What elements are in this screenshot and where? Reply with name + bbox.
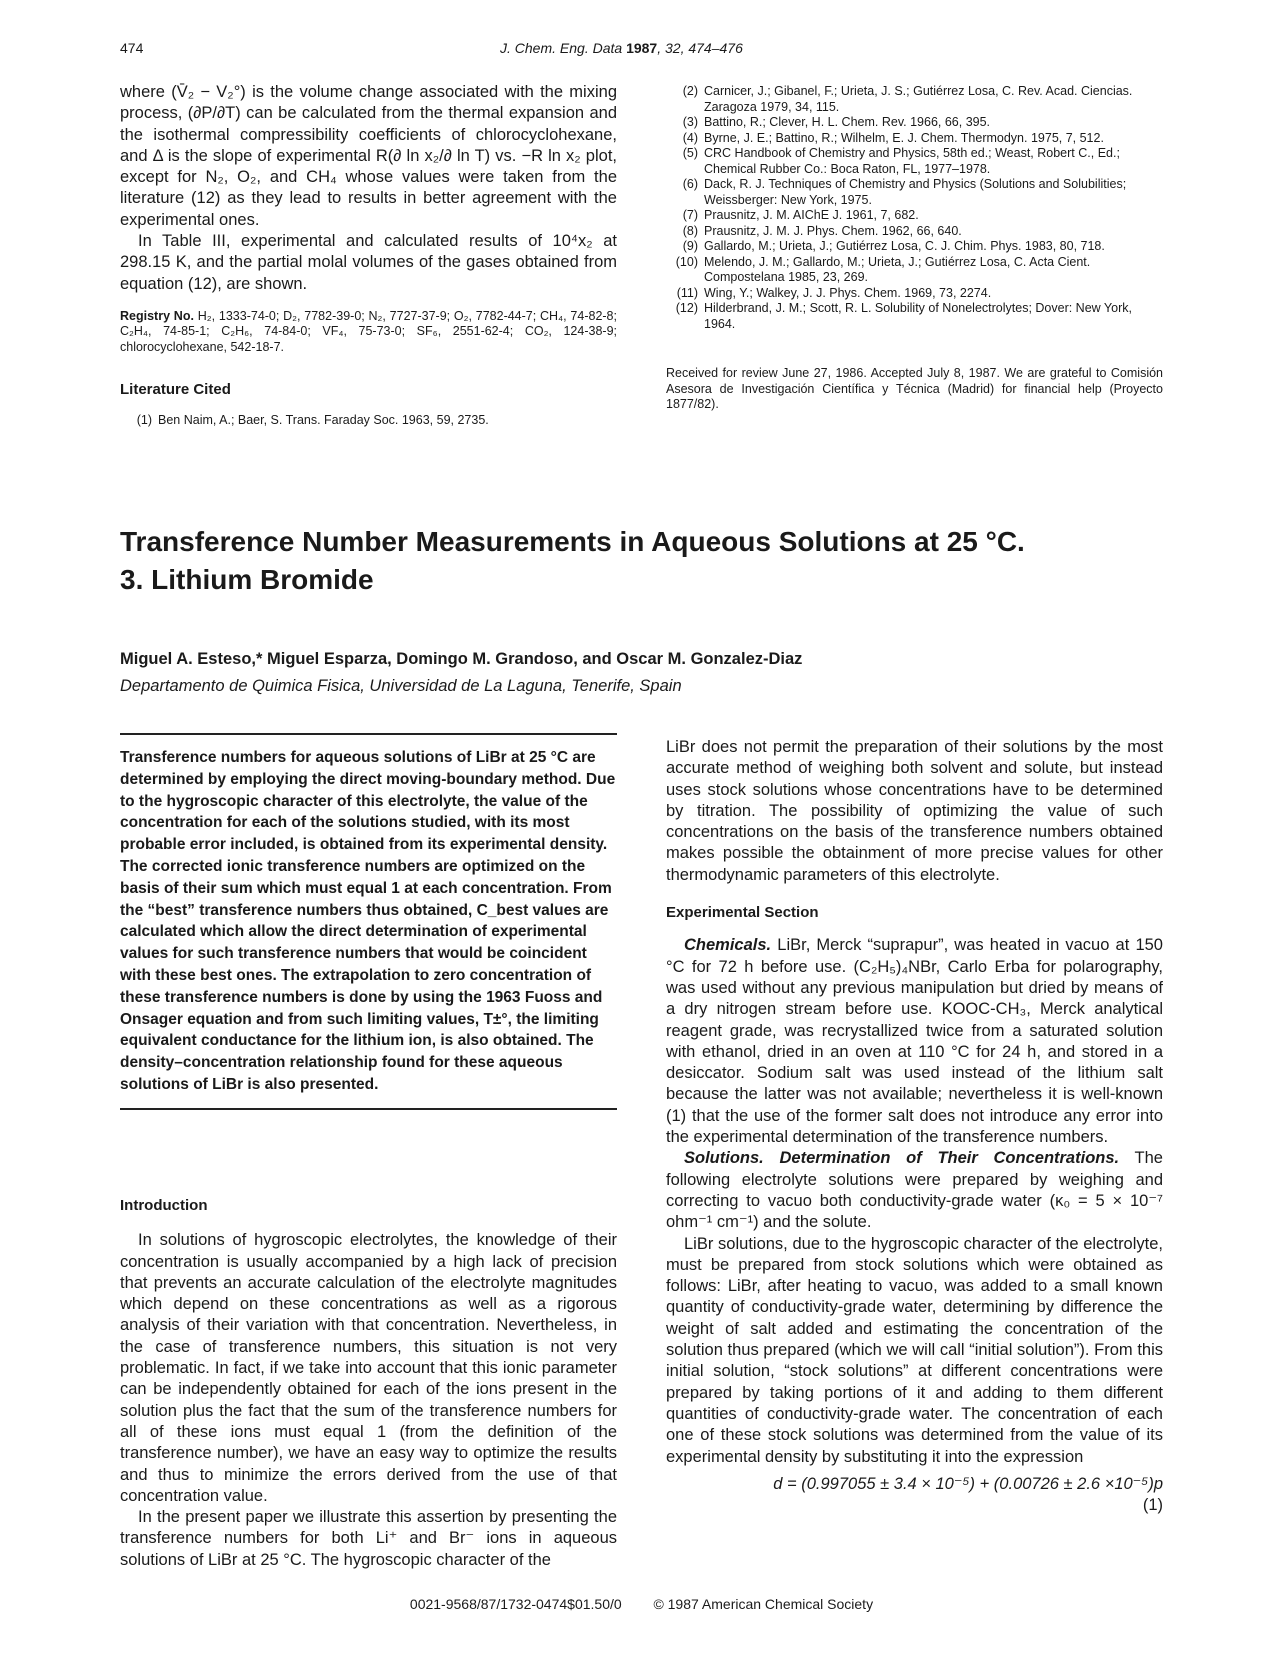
reference-list-right [666, 84, 1163, 332]
literature-cited-heading: Literature Cited [120, 381, 231, 399]
received-note: Received for review June 27, 1986. Accepted July 8, 1987. We are grateful to Comisión Asesora de Investigación Científica y Técnica (Madrid) for financial help (Proyecto 1877/82). [666, 366, 1163, 411]
reference-text: Prausnitz, J. M. AIChE J. 1961, 7, 682. [704, 208, 919, 222]
prev-article-right-column [666, 84, 1163, 413]
reference-number: (12) [675, 301, 698, 315]
prev-paragraph-2: In Table III, experimental and calculated results of 10⁴x₂ at 298.15 K, and the partial molal volumes of the gases obtained from equation (12), are shown. [120, 232, 617, 293]
reference-item [666, 115, 1163, 131]
reference-text: Wing, Y.; Walkey, J. J. Phys. Chem. 1969, 73, 2274. [704, 285, 992, 300]
article-title-line-2: 3. Lithium Bromide [120, 564, 374, 595]
chemicals-paragraph [666, 935, 1163, 1148]
reference-item [666, 131, 1163, 147]
article-right-column [666, 737, 1163, 1516]
solutions-paragraph [666, 1148, 1163, 1233]
reference-text: Prausnitz, J. M. J. Phys. Chem. 1962, 66, 640. [704, 223, 962, 238]
page-number: 474 [120, 40, 144, 56]
equation-text: d = (0.997055 ± 3.4 × 10⁻⁵) + (0.00726 ± 2.6 ×10⁻⁵)p [773, 1474, 1163, 1493]
reference-text: Ben Naim, A.; Baer, S. Trans. Faraday Soc. 1963, 59, 2735. [158, 412, 489, 427]
reference-item [666, 177, 1163, 208]
equation-number: (1) [1142, 1496, 1163, 1515]
introduction-section [120, 1195, 617, 1571]
prev-article-left-column [120, 82, 617, 428]
reference-number: (9) [682, 239, 698, 253]
affiliation: Departamento de Quimica Fisica, Universidad de La Laguna, Tenerife, Spain [120, 677, 682, 695]
reference-number: (4) [682, 130, 698, 145]
reference-number: (6) [682, 177, 698, 191]
solutions-paragraph-2: LiBr solutions, due to the hygroscopic character of the electrolyte, must be prepared from stock solutions which were obtained as follows: LiBr, after heating to vacuo, was added to a small known quantity of conductivity-grade water, determining by difference the weight of salt added and estimating the concentration of the solution thus prepared (which we will call “initial solution”). From this initial solution, “stock solutions” at different concentrations were prepared by taking portions of it and adding to them different quantities of conductivity-grade water. The concentration of each one of these stock solutions was determined from the value of its experimental density by substituting it into the expression [666, 1234, 1163, 1466]
registry-numbers [120, 309, 617, 356]
reference-item [666, 84, 1163, 115]
reference-item [666, 224, 1163, 240]
reference-item [666, 286, 1163, 302]
registry-text: H₂, 1333-74-0; D₂, 7782-39-0; N₂, 7727-37-9; O₂, 7782-44-7; CH₄, 74-82-8; C₂H₄, 74-85-1; C₂H₆, 74-84-0; VF₄, 75-73-0; SF₆, 2551-62-4; CO₂, 124-38-9; chlorocyclohexane, 542-18-7. [120, 308, 617, 354]
journal-year: 1987 [626, 40, 658, 56]
reference-item [120, 413, 617, 429]
prev-paragraph-1: where (V̄₂ − V₂°) is the volume change associated with the mixing process, (∂P/∂T) can be calculated from the thermal expansion and the isothermal compressibility coefficients of chlorocyclohexane, and Δ is the slope of experimental R(∂ ln x₂/∂ ln T) vs. −R ln x₂ plot, except for N₂, O₂, and CH₄ whose values were taken from the literature (12) as they lead to results in better agreement with the experimental ones. [120, 83, 617, 229]
reference-number: (8) [682, 223, 698, 238]
intro-paragraph-1: In solutions of hygroscopic electrolytes, the knowledge of their concentration is usually accompanied by a high lack of precision that prevents an accurate calculation of the electrolyte magnitudes which depend on these concentrations as well as a rigorous analysis of their variation with that concentration. Nevertheless, in the case of transference numbers, this situation is not very problematic. In fact, if we take into account that this ionic parameter can be independently obtained for each of the ions present in the solution plus the fact that the sum of the transference numbers for all of these ions must equal 1 (from the definition of the transference number), we have an easy way to optimize the results and thus to minimize the errors derived from the use of that concentration value. [120, 1231, 617, 1505]
introduction-heading: Introduction [120, 1197, 208, 1214]
reference-number: (3) [682, 115, 698, 129]
registry-label: Registry No. [120, 308, 194, 323]
reference-text: Gallardo, M.; Urieta, J.; Gutiérrez Losa, C. J. Chim. Phys. 1983, 80, 718. [704, 239, 1105, 253]
journal-name: J. Chem. Eng. Data [500, 40, 623, 56]
reference-text: Battino, R.; Clever, H. L. Chem. Rev. 1966, 66, 395. [704, 115, 991, 129]
chemicals-label: Chemicals. [684, 936, 772, 955]
journal-volume-pages: , 32, 474–476 [657, 40, 743, 56]
reference-item [666, 208, 1163, 224]
article-title-line-1: Transference Number Measurements in Aqueous Solutions at 25 °C. [120, 526, 1025, 557]
reference-text: Hilderbrand, J. M.; Scott, R. L. Solubility of Nonelectrolytes; Dover: New York, 1964. [704, 301, 1132, 331]
footer-code: 0021-9568/87/1732-0474$01.50/0 [409, 1596, 622, 1612]
reference-number: (2) [682, 84, 698, 98]
reference-number: (7) [682, 208, 698, 222]
reference-item [666, 301, 1163, 332]
reference-number: (1) [136, 412, 152, 427]
solutions-text: The following electrolyte solutions were prepared by weighing and correcting to vacuo both conductivity-grade water (κ₀ = 5 × 10⁻⁷ ohm⁻¹ cm⁻¹) and the solute. [666, 1149, 1163, 1232]
reference-item [666, 239, 1163, 255]
reference-item [666, 255, 1163, 286]
footer-copyright: © 1987 American Chemical Society [653, 1596, 874, 1612]
reference-text: Dack, R. J. Techniques of Chemistry and Physics (Solutions and Solubilities; Weissberger: New York, 1975. [704, 177, 1127, 207]
article-title [120, 523, 1180, 599]
reference-text: Byrne, J. E.; Battino, R.; Wilhelm, E. J. Chem. Thermodyn. 1975, 7, 512. [704, 130, 1104, 145]
right-paragraph-1: LiBr does not permit the preparation of their solutions by the most accurate method of weighing both solvent and solute, but instead uses stock solutions whose concentrations have to be determined by titration. The possibility of optimizing the value of such concentrations on the basis of the transference numbers obtained makes possible the obtainment of more precise values for other thermodynamic parameters of this electrolyte. [666, 738, 1163, 884]
chemicals-text: LiBr, Merck “suprapur”, was heated in vacuo at 150 °C for 72 h before use. (C₂H₅)₄NBr, Carlo Erba for polarography, was used without any previous manipulation but dried by means of a dry nitrogen stream before use. KOOC-CH₃, Merck analytical reagent grade, was recrystallized twice from a saturated solution with ethanol, dried in an oven at 110 °C for 24 h, and stored in a desiccator. Sodium salt was used instead of the lithium salt because the latter was not available; nevertheless it is well-known (1) that the use of the former salt does not introduce any error into the experimental determination of the transference numbers. [666, 936, 1163, 1147]
intro-paragraph-2: In the present paper we illustrate this assertion by presenting the transference numbers for both Li⁺ and Br⁻ ions in aqueous solutions of LiBr at 25 °C. The hygroscopic character of the [120, 1508, 617, 1569]
running-header [500, 40, 743, 56]
reference-text: CRC Handbook of Chemistry and Physics, 58th ed.; Weast, Robert C., Ed.; Chemical Rubber Co.: Boca Raton, FL, 1977–1978. [704, 146, 1120, 176]
reference-number: (5) [682, 146, 698, 160]
reference-item [666, 146, 1163, 177]
reference-text: Melendo, J. M.; Gallardo, M.; Urieta, J.; Gutiérrez Losa, C. Acta Cient. Compostelana 1985, 23, 269. [704, 254, 1091, 284]
experimental-heading: Experimental Section [666, 904, 819, 922]
reference-list-left [120, 413, 617, 429]
reference-number: (11) [676, 285, 698, 300]
equation-1 [666, 1474, 1163, 1517]
abstract-text: Transference numbers for aqueous solutions of LiBr at 25 °C are determined by employing the direct moving-boundary method. Due to the hygroscopic character of this electrolyte, the value of the concentration for each of the solutions studied, with its most probable error included, is obtained from its experimental density. The corrected ionic transference numbers are optimized on the basis of their sum which must equal 1 at each concentration. From the “best” transference numbers thus obtained, C_best values are calculated which allow the direct determination of experimental values for such transference numbers that would be coincident with these best ones. The extrapolation to zero concentration of these transference numbers is done by using the 1963 Fuoss and Onsager equation and from such limiting values, T±°, the limiting equivalent conductance for the lithium ion, is also obtained. The density–concentration relationship found for these aqueous solutions of LiBr is also presented. [120, 749, 616, 1093]
page-footer [0, 1596, 1283, 1612]
author-list: Miguel A. Esteso,* Miguel Esparza, Domingo M. Grandoso, and Oscar M. Gonzalez-Diaz [120, 650, 803, 668]
abstract [120, 733, 617, 1110]
reference-text: Carnicer, J.; Gibanel, F.; Urieta, J. S.; Gutiérrez Losa, C. Rev. Acad. Ciencias. Zaragoza 1979, 34, 115. [704, 84, 1133, 114]
reference-number: (10) [675, 254, 698, 269]
solutions-label: Solutions. Determination of Their Concentrations. [684, 1149, 1120, 1168]
